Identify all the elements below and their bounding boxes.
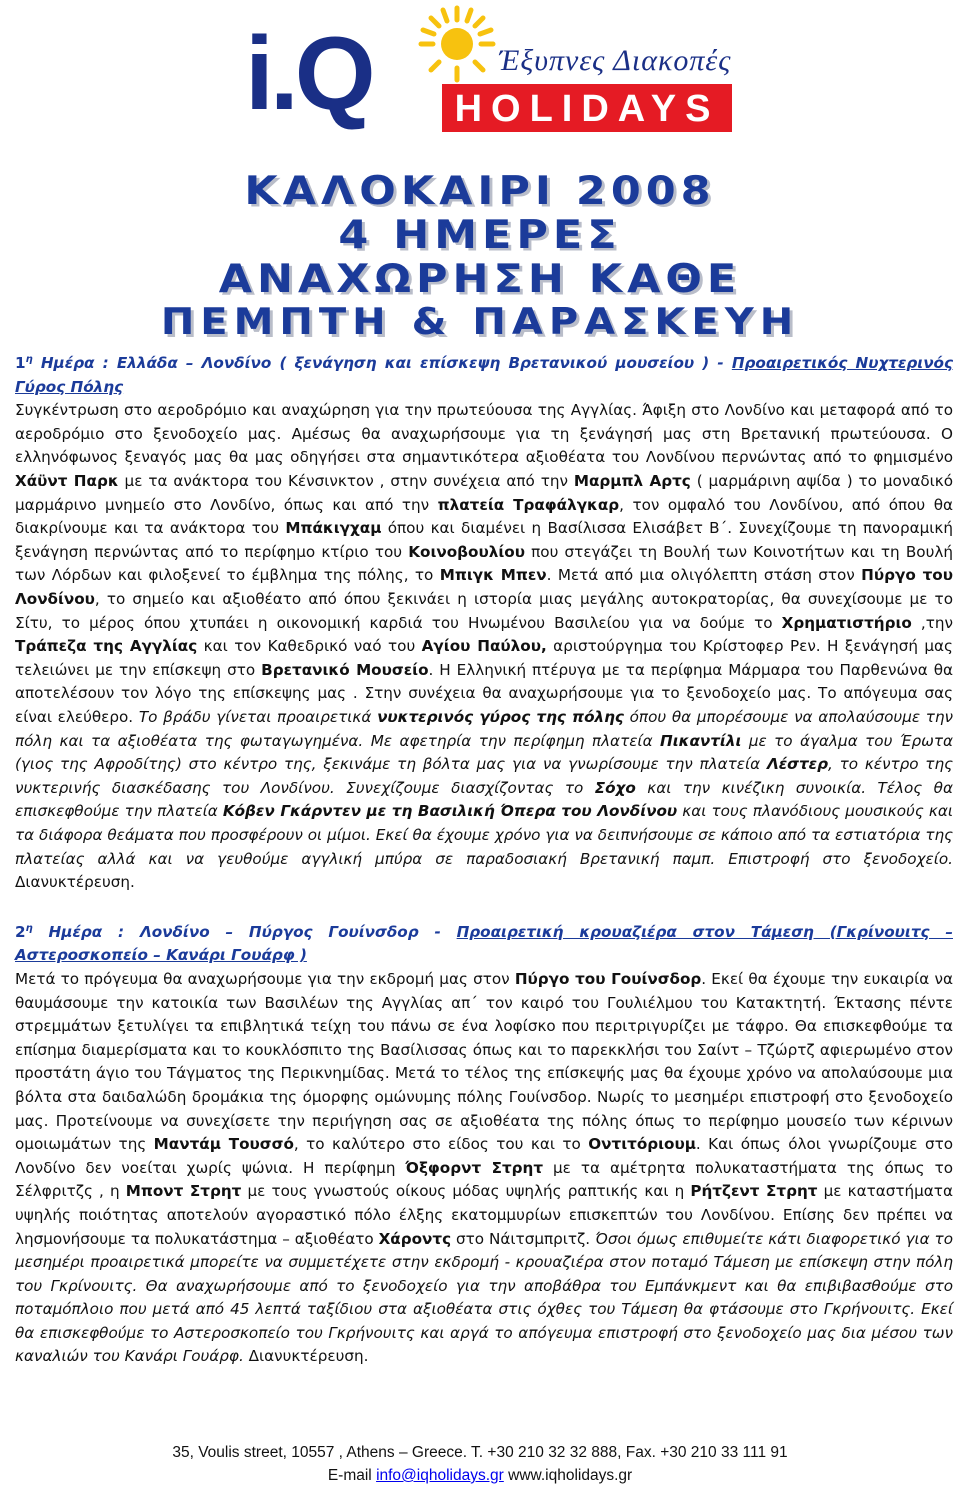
day1-heading: $1^\eta$ Ημέρα : Ελλάδα – Λονδίνο ( ξενάγηση και επίσκεψη Βρετανικού μουσείου ) - Προαιρετικός Νυχτερινός Γύρος Πόλης xyxy=(15,354,953,396)
website-link[interactable]: www.iqholidays.gr xyxy=(503,1467,633,1484)
day2-heading: $2^\eta$ Ημέρα : Λονδίνο – Πύργος Γουίνσδορ - Προαιρετική κρουαζιέρα στον Τάμεση (Γκρίνουιτς – Αστεροσκοπείο – Κανάρι Γουάρφ ) xyxy=(15,922,953,965)
itinerary-content xyxy=(15,348,953,1369)
page-footer xyxy=(0,1441,960,1487)
headline-block xyxy=(0,170,960,344)
logo-holidays-banner xyxy=(442,84,732,132)
headline-duration: 4 ΗΜΕΡΕΣ xyxy=(338,212,622,259)
headline-departure: ΑΝΑΧΩΡΗΣΗ ΚΑΘΕ xyxy=(218,256,742,303)
headline-season: ΚΑΛΟΚΑΙΡΙ 2008 xyxy=(244,168,716,215)
logo-subtitle: Έξυπνες Διακοπές xyxy=(499,44,732,77)
footer-address: 35, Voulis street, 10557 , Athens – Greece. T. +30 210 32 32 888, Fax. +30 210 33 111 91 xyxy=(172,1444,788,1461)
email-link[interactable]: info@iqholidays.gr xyxy=(376,1467,504,1484)
day2-text: Μετά το πρόγευμα θα αναχωρήσουμε για την εκδρομή μας στον Πύργο του Γουίνσδορ. Εκεί θα έχουμε την ευκαιρία να θαυμάσουμε την κατοικία των Βασιλέων της Αγγλίας απ΄ τον καιρό του Γουλιέλμου του Κατακτητή. Έκτασης πέντε στρεμμάτων ξετυλίγει τα επιβλητικά τείχη του πάνω σε ένα λοφίσκο που περιτριγυρίζει με τάφρο. Θα επισκεφθούμε τα επίσημα διαμερίσματα και το κουκλόσπιτο της Βασίλισσας όπως και το παρεκκλήσι του Σαίντ – Τζώρτζ αφιερωμένο στον προστάτη άγιο του Τάγματος της Περικνημίδας. Μετά το τέλος της επίσκεψής μας θα έχουμε χρόνο να απολαύσουμε μια βόλτα στα δαιδαλώδη δρομάκια της όμορφης ομώνυμης πόλης Γουίνσδορ. Νωρίς το μεσημέρι επιστροφή στο ξενοδοχείο μας. Προτείνουμε να συνεχίσετε την περιήγηση σας σε αξιοθέατα της πόλης όπως το περίφημο μουσείο των κέρινων ομοιωμάτων της Μαντάμ Τουσσό, το καλύτερο στο είδος του και το Οντιτόριουμ. Και όπως όλοι γνωρίζουμε στο Λονδίνο δεν νοείται χωρίς ψώνια. Η περίφημη Όξφορντ Στρητ με τα αμέτρητα πολυκαταστήματα της όπως το Σέλφριτζς , η Μποντ Στρητ με τους γνωστούς οίκους μόδας υψηλής ραπτικής και η Ρήτζεντ Στρητ με καταστήματα υψηλής ποιότητας αποτελούν αγοραστικό πόλο έλξης εκατομμυρίων επισκεπτών του Λονδίνου. Επίσης δεν πρέπει να λησμονήσουμε τα πολυκατάστημα – αξιοθέατο Χάροντς στο Νάιτσμπριτζ. Όσοι όμως επιθυμείτε κάτι διαφορετικό για το μεσημέρι προαιρετικά μπορείτε να συμμετέχετε στην εκδρομή - κρουαζιέρα στον ποταμό Τάμεση με επίσκεψη στην πόλη του Γκρίνουιτς. Θα αναχωρήσουμε από το ξενοδοχείο για την αποβάθρα του Εμπάνκμεντ και θα επιβιβασθούμε στο ποταμόπλοιο που μετά από 45 λεπτά ταξίδιου στα αξιοθέατα στις όχθες του Τάμεση θα φτάσουμε στο Γκρήνουιτς. Εκεί θα επισκεφθούμε το Αστεροσκοπείο του Γκρήνουιτς και αργά το απόγευμα επιστροφή στο ξενοδοχείο μας δια μέσου των καναλιών του Κανάρι Γουάρφ. Διανυκτέρευση. xyxy=(15,969,954,1366)
logo-iq-mark: i.Q xyxy=(245,16,372,132)
footer-contact: E-mail info@iqholidays.gr www.iqholidays.gr xyxy=(327,1467,633,1484)
logo-holidays-text: HOLIDAYS xyxy=(454,88,720,130)
headline-days: ΠΕΜΠΤΗ & ΠΑΡΑΣΚΕΥΗ xyxy=(160,300,800,344)
company-logo xyxy=(237,0,737,150)
day1-text: Συγκέντρωση στο αεροδρόμιο και αναχώρηση για την πρωτεύουσα της Αγγλίας. Άφιξη στο Λονδίνο και μεταφορά από το αεροδρόμιο στο ξενοδοχείο μας. Αμέσως θα αναχωρήσουμε για τη ξενάγησή μας στη Βρετανική πρωτεύουσα. Ο ελληνόφωνος ξεναγός μας θα μας οδηγήσει στα σημαντικότερα αξιοθέατα του Λονδίνου περνώντας από το φημισμένο Χάϋντ Παρκ με τα ανάκτορα του Κένσινκτον , στην συνέχεια από την Μαρμπλ Αρτς ( μαρμάρινη αψίδα ) το μοναδικό μαρμάρινο μνημείο στο Λονδίνο, όπως και από την πλατεία Τραφάλγκαρ, τον ομφαλό του Λονδίνου, από όπου θα διακρίνουμε και τα ανάκτορα του Μπάκιγχαμ όπου και διαμένει η Βασίλισσα Ελισάβετ Β΄. Συνεχίζουμε τη πανοραμική ξενάγηση περνώντας από το περίφημο κτίριο του Κοινοβουλίου που στεγάζει τη Βουλή των Κοινοτήτων και τη Βουλή των Λόρδων και φιλοξενεί το έμβλημα της πόλης, το Μπιγκ Μπεν. Μετά από μια ολιγόλεπτη στάση στον Πύργο του Λονδίνου, το σημείο και αξιοθέατο από όπου ξεκινάει η ιστορία μιας μεγάλης αυτοκρατορίας, θα συνεχίσουμε με το Σίτυ, το μέρος όπου χτυπάει η οικονομική καρδιά του Ηνωμένου Βασιλείου για να δούμε το Χρηματιστήριο ,την Τράπεζα της Αγγλίας και τον Καθεδρικό ναό του Αγίου Παύλου, αριστούργημα του Κρίστοφερ Ρεν. Η ξενάγησή μας τελειώνει με την επίσκεψη στο Βρετανικό Μουσείο. Η Ελληνική πτέρυγα με τα περίφημα Μάρμαρα του Παρθενώνα θα αποτελέσουν τον λόγο της επίσκεψης μας . Στην συνέχεια θα αναχωρήσουμε για το ξενοδοχείο μας. Το απόγευμα σας είναι ελεύθερο. Το βράδυ γίνεται προαιρετικά νυκτερινός γύρος της πόλης όπου θα μπορέσουμε να απολαύσουμε την πόλη και τα αξιοθέατα της φωταγωγημένα. Με αφετηρία την περίφημη πλατεία Πικαντίλι με το άγαλμα του Έρωτα (γιος της Αφροδίτης) στο κέντρο της, ξεκινάμε τη βόλτα μας για να γνωρίσουμε την πλατεία Λέστερ, το κέντρο της νυκτερινής διασκέδασης του Λονδίνου. Συνεχίζουμε διασχίζοντας το Σόχο και την κινέζικη συνοικία. Τέλος θα επισκεφθούμε την πλατεία Κόβεν Γκάρντεν με τη Βασιλική Όπερα του Λονδίνου και τους πλανόδιους μουσικούς και τα διάφορα θεάματα που προσφέρουν οι μίμοι. Εκεί θα έχουμε χρόνο για να δειπνήσουμε σε κάποιο από τα εστιατόρια της πλατείας αλλά και να γευθούμε αγγλική μπύρα σε παραδοσιακή Βρετανική παμπ. Επιστροφή στο ξενοδοχείο. Διανυκτέρευση. xyxy=(15,401,954,892)
sun-icon xyxy=(417,4,497,84)
